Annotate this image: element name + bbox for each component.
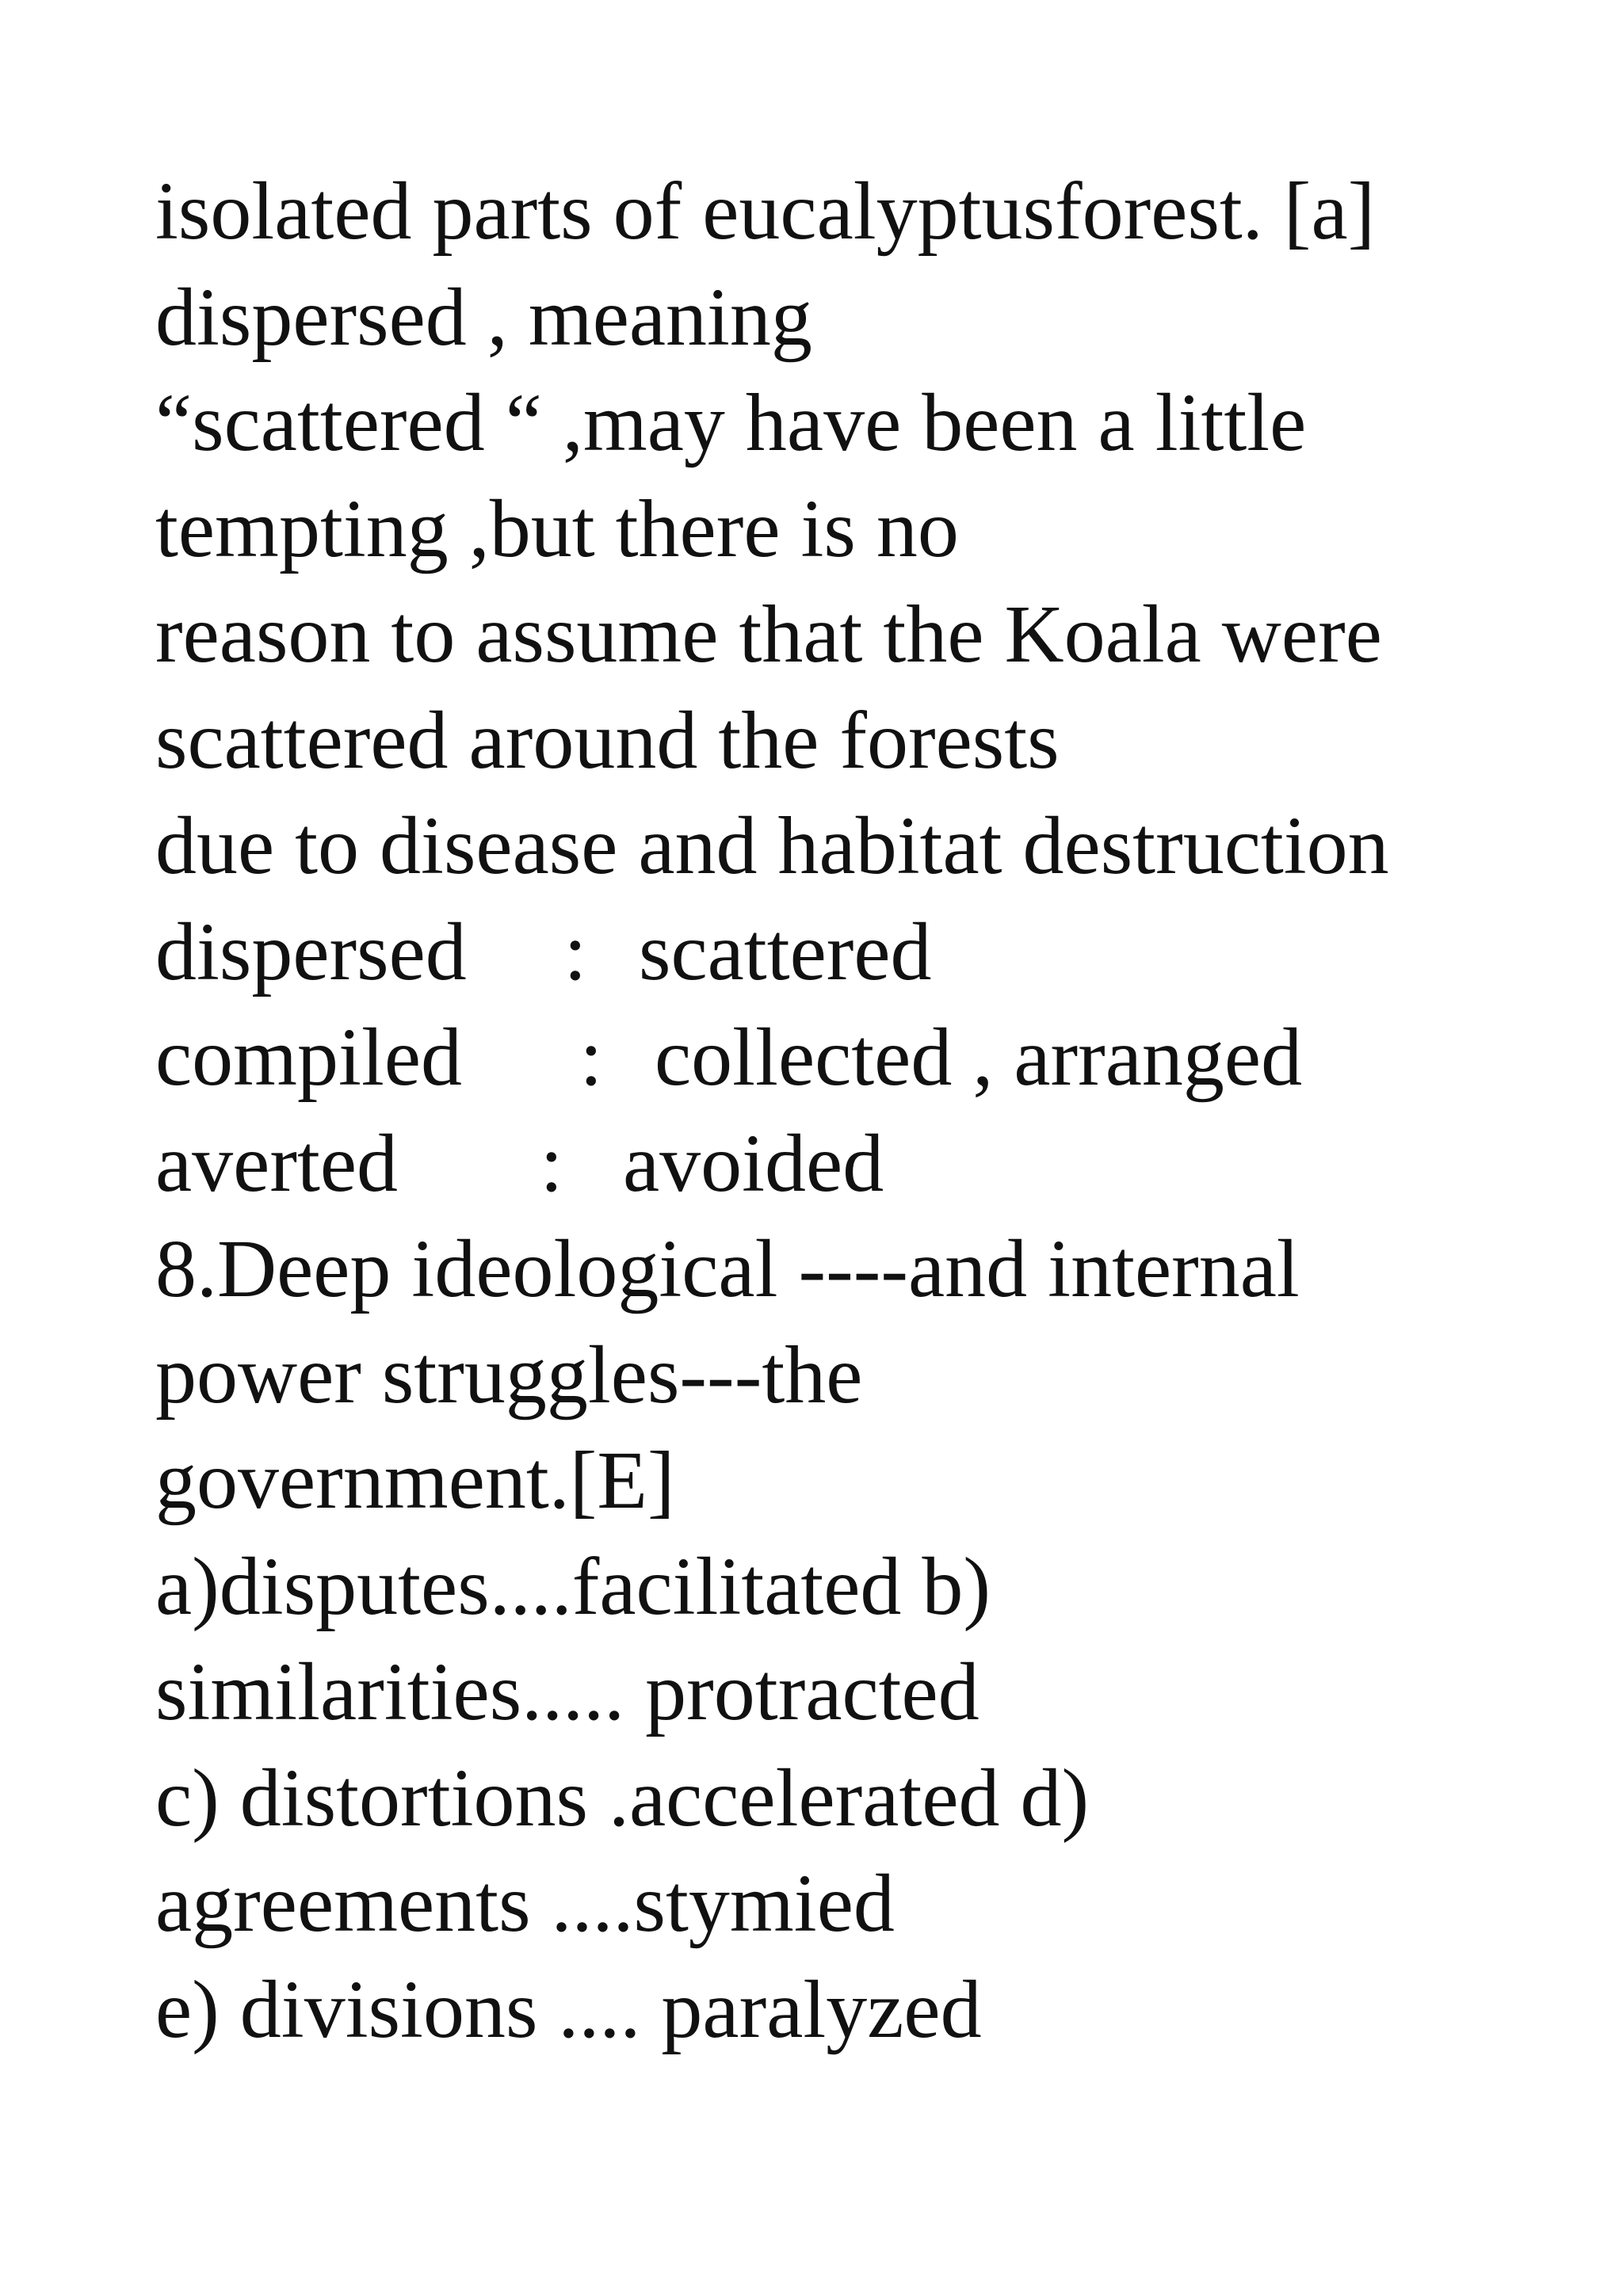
answer-option-line: agreements ....stymied bbox=[155, 1858, 895, 1949]
passage-line: reason to assume that the Koala were bbox=[155, 589, 1382, 680]
answer-option-line: e) divisions .... paralyzed bbox=[155, 1963, 982, 2055]
definition-meaning: scattered bbox=[639, 906, 932, 997]
document-page bbox=[155, 158, 1582, 2062]
passage-line: scattered around the forests bbox=[155, 694, 1060, 786]
definition-separator: : bbox=[540, 1117, 563, 1209]
answer-option-line: a)disputes....facilitated b) bbox=[155, 1540, 991, 1632]
definition-separator: : bbox=[579, 1012, 603, 1103]
definition-meaning: collected , arranged bbox=[655, 1012, 1303, 1103]
question-stem-line: government.[E] bbox=[155, 1435, 675, 1526]
question-stem-line: power struggles---the bbox=[155, 1329, 863, 1421]
explanation-passage bbox=[155, 158, 1582, 899]
passage-line: due to disease and habitat destruction bbox=[155, 800, 1389, 891]
passage-line: isolated parts of eucalyptusforest. [a] bbox=[155, 166, 1376, 257]
answer-option-line: c) distortions .accelerated d) bbox=[155, 1752, 1090, 1844]
definition-list bbox=[155, 899, 1582, 1217]
definition-row bbox=[155, 1005, 1582, 1111]
definition-row bbox=[155, 1111, 1582, 1217]
passage-line: “scattered “ ,may have been a little bbox=[155, 377, 1307, 468]
definition-term: dispersed bbox=[155, 906, 467, 997]
question-stem-line: 8.Deep ideological ----and internal bbox=[155, 1223, 1300, 1314]
answer-option-line: similarities..... protracted bbox=[155, 1646, 980, 1737]
question-block bbox=[155, 1216, 1582, 2062]
definition-term: averted bbox=[155, 1117, 399, 1209]
passage-line: tempting ,but there is no bbox=[155, 482, 959, 574]
definition-meaning: avoided bbox=[623, 1117, 884, 1209]
definition-separator: : bbox=[563, 906, 587, 997]
definition-term: compiled bbox=[155, 1012, 463, 1103]
definition-row bbox=[155, 899, 1582, 1005]
passage-line: dispersed , meaning bbox=[155, 271, 812, 363]
